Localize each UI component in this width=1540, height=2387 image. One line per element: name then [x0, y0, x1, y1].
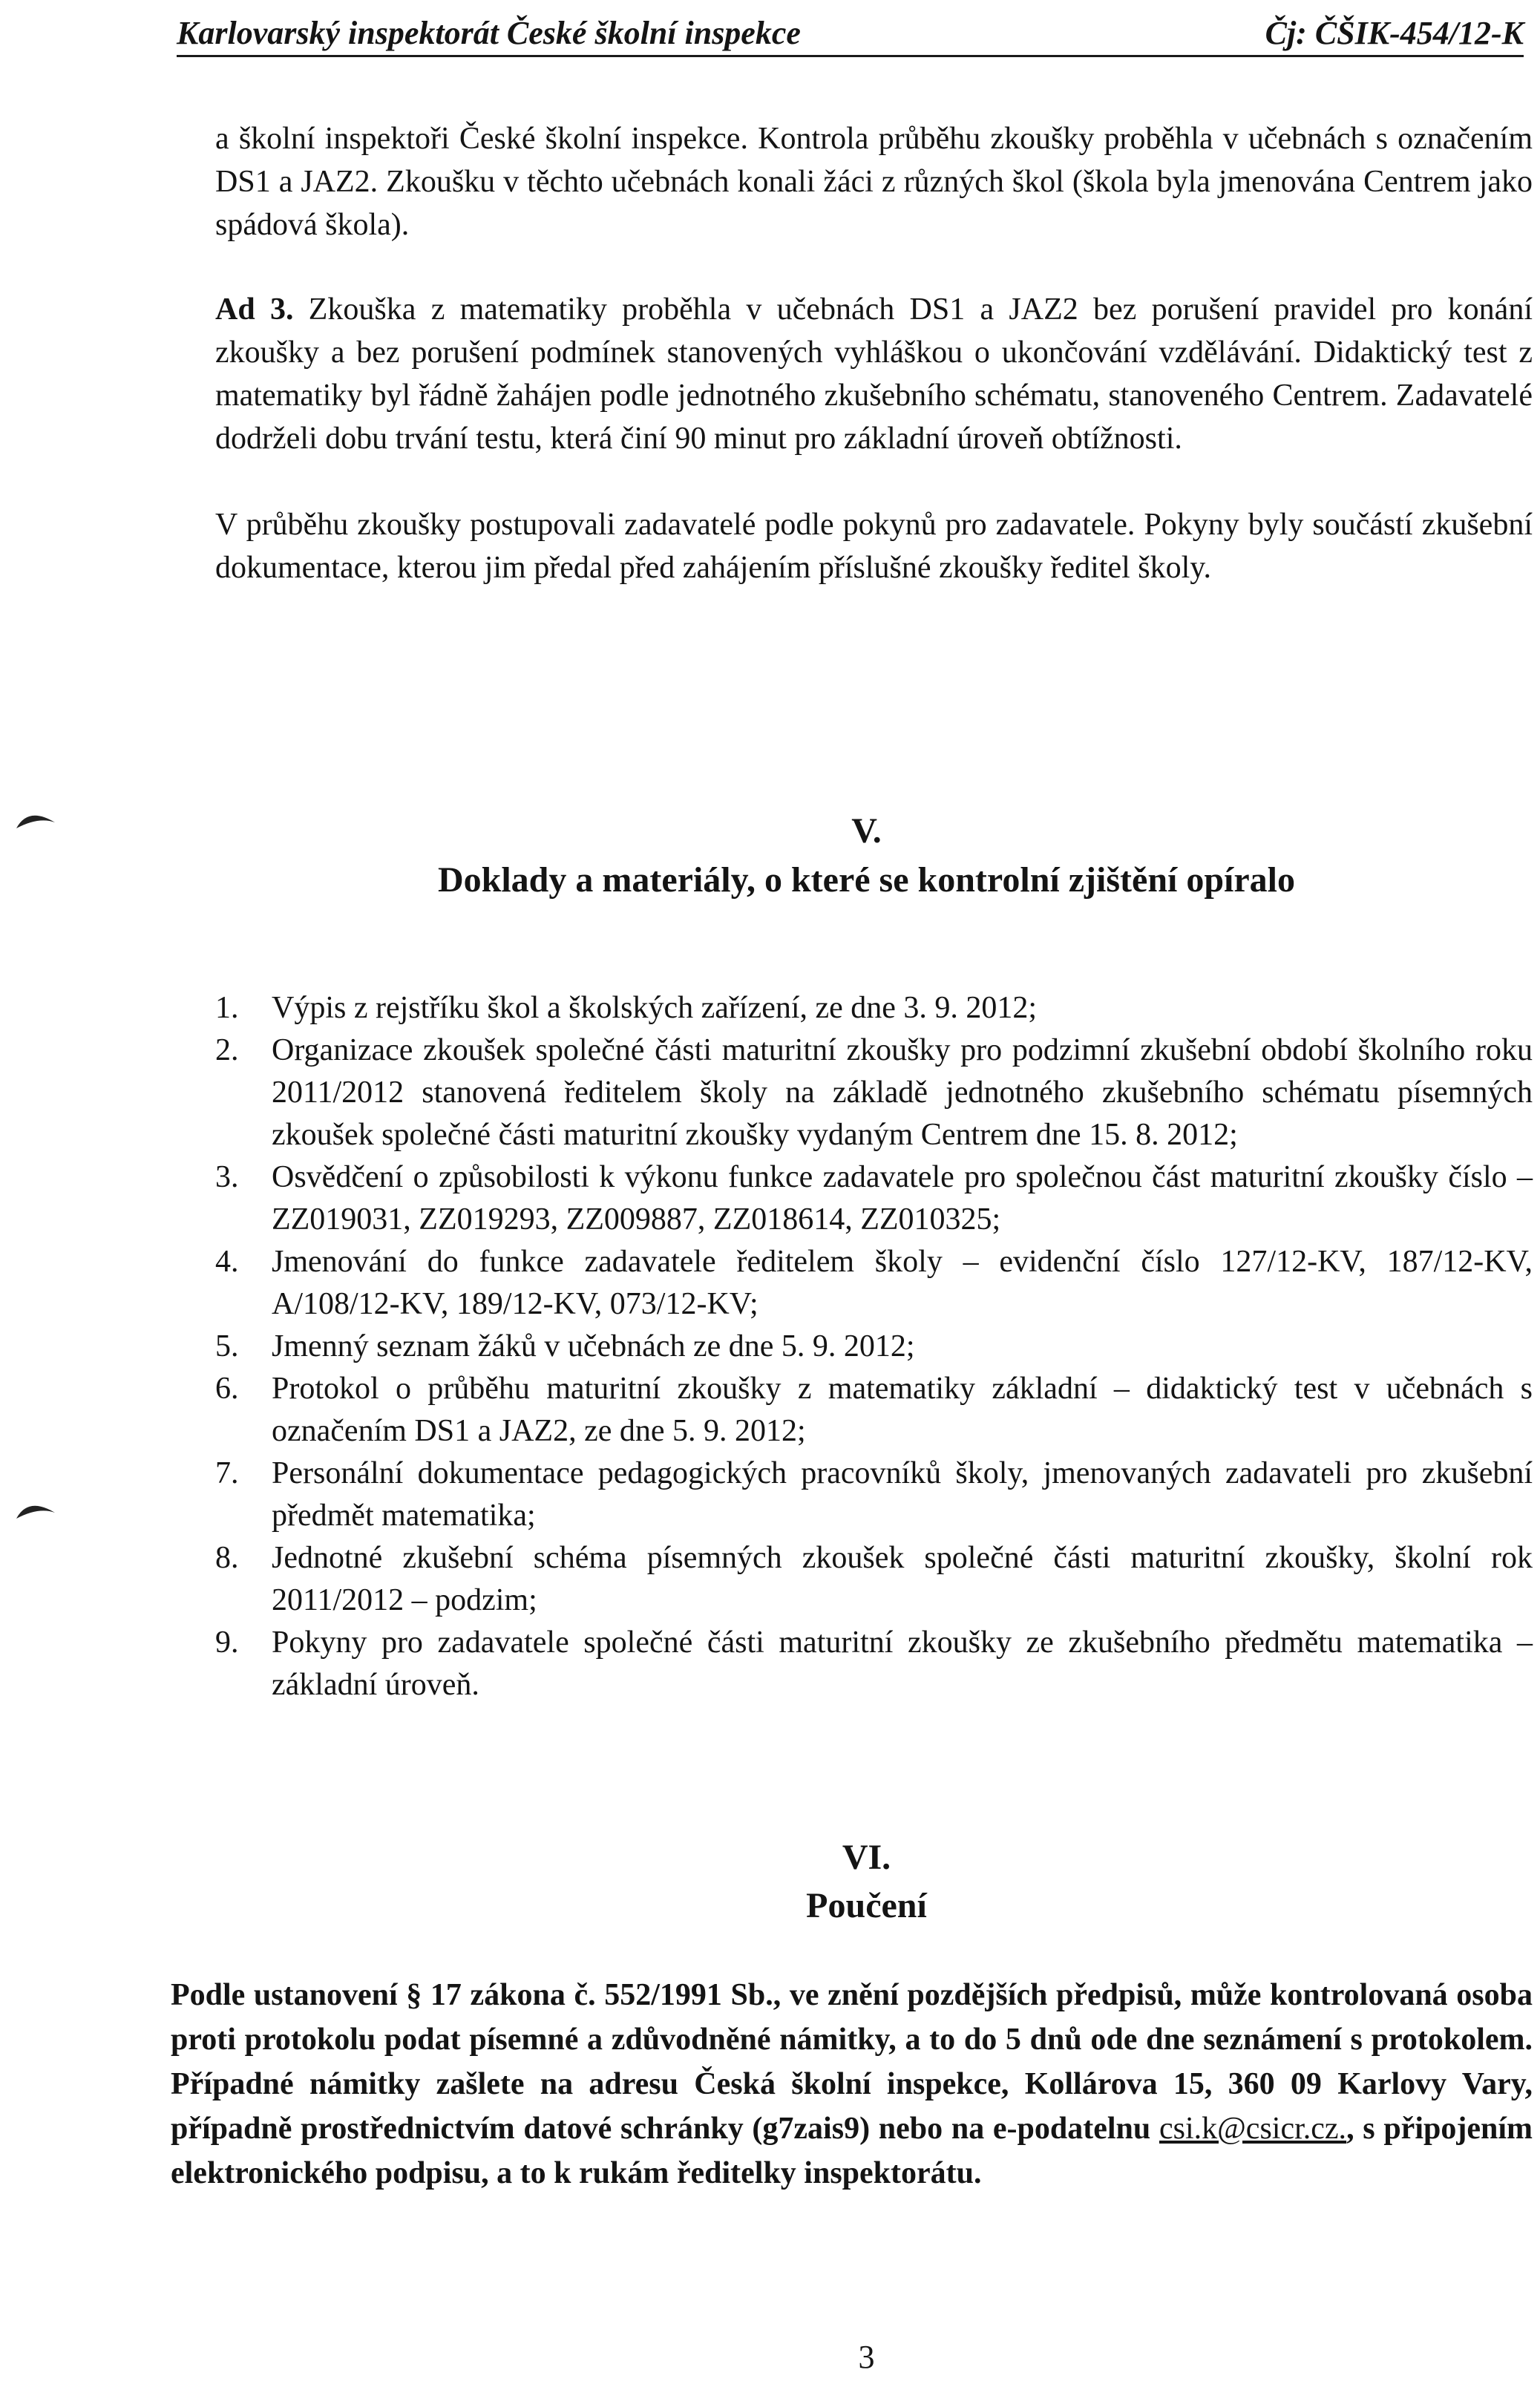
punch-hole-mark: [13, 803, 58, 833]
section-6-number: VI.: [842, 1838, 891, 1877]
page-header: [177, 10, 1524, 57]
list-item: 3. Osvědčení o způsobilosti k výkonu funkce zadavatele pro společnou část maturitní zkoušky číslo – ZZ019031, ZZ019293, ZZ009887, ZZ018614, ZZ010325;: [215, 1160, 1533, 1237]
list-item: 8. Jednotné zkušební schéma písemných zkoušek společné části maturitní zkoušky, školní rok 2011/2012 – podzim;: [215, 1541, 1533, 1617]
ad3-paragraph-2: V průběhu zkoušky postupovali zadavatelé podle pokynů pro zadavatele. Pokyny byly součástí zkušební dokumentace, kterou jim předal před zahájením příslušné zkoušky ředitel školy.: [215, 508, 1533, 585]
list-item: 5. Jmenný seznam žáků v učebnách ze dne 5. 9. 2012;: [215, 1329, 915, 1363]
section-6-title: Poučení: [806, 1886, 927, 1925]
header-reference-number: Čj: ČŠIK-454/12-K: [1265, 14, 1524, 51]
list-item: 6. Protokol o průběhu maturitní zkoušky z matematiky základní – didaktický test v učebnách s označením DS1 a JAZ2, ze dne 5. 9. 2012;: [215, 1372, 1533, 1448]
list-item: 1. Výpis z rejstříku škol a školských zařízení, ze dne 3. 9. 2012;: [215, 991, 1038, 1025]
notice-text-end: , s připojením elektronického podpisu, a to k rukám ředitelky inspektorátu.: [171, 2112, 1533, 2190]
documents-list: [215, 987, 1533, 1706]
section-5-number: V.: [851, 811, 882, 851]
punch-hole-mark: [13, 1493, 58, 1523]
list-item: 2. Organizace zkoušek společné části maturitní zkoušky pro podzimní zkušební období školního roku 2011/2012 stanovená ředitelem školy na základě jednotného zkušebního schématu písemných zkoušek společné části maturitní zkoušky vydaným Centrem dne 15. 8. 2012;: [215, 1033, 1533, 1152]
section-5-title: Doklady a materiály, o které se kontrolní zjištění opíralo: [437, 860, 1296, 900]
intro-paragraph: a školní inspektoři České školní inspekce. Kontrola průběhu zkoušky proběhla v učebnách s označením DS1 a JAZ2. Zkoušku v těchto učebnách konali žáci z různých škol (škola byla jmenována Centrem jako spádová škola).: [215, 122, 1533, 242]
list-item: 7. Personální dokumentace pedagogických pracovníků školy, jmenovaných zadavateli pro zkušební předmět matematika;: [215, 1456, 1533, 1533]
ad3-paragraph: [215, 288, 1533, 460]
notice-text-start: Podle ustanovení § 17 zákona č. 552/1991 Sb., ve znění pozdějších předpisů, může kontrolovaná osoba proti protokolu podat písemné a zdůvodněné námitky, a to do 5 dnů ode dne seznámení s protokolem. Případné námitky zašlete na adresu Česká školní inspekce, Kollárova 15, 360 09 Karlovy Vary, případně prostřednictvím datové schránky (g7zais9) nebo na e-podatelnu: [171, 1978, 1533, 2146]
header-institution: Karlovarský inspektorát České školní inspekce: [177, 14, 801, 51]
page-number: 3: [858, 2339, 875, 2375]
e-filing-email-link[interactable]: csi.k@csicr.cz.: [1159, 2112, 1347, 2146]
list-item: 4. Jmenování do funkce zadavatele ředitelem školy – evidenční číslo 127/12-KV, 187/12-KV, A/108/12-KV, 189/12-KV, 073/12-KV;: [215, 1245, 1533, 1321]
ad3-label: Ad 3.: [215, 292, 294, 327]
notice-paragraph: [171, 1973, 1533, 2196]
list-item: 9. Pokyny pro zadavatele společné části maturitní zkoušky ze zkušebního předmětu matematika – základní úroveň.: [215, 1625, 1533, 1702]
ad3-text: Zkouška z matematiky proběhla v učebnách DS1 a JAZ2 bez porušení pravidel pro konání zkoušky a bez porušení podmínek stanovených vyhláškou o ukončování vzdělávání. Didaktický test z matematiky byl řádně žahájen podle jednotného zkušebního schématu, stanoveného Centrem. Zadavatelé dodrželi dobu trvání testu, která činí 90 minut pro základní úroveň obtížnosti.: [215, 292, 1533, 456]
